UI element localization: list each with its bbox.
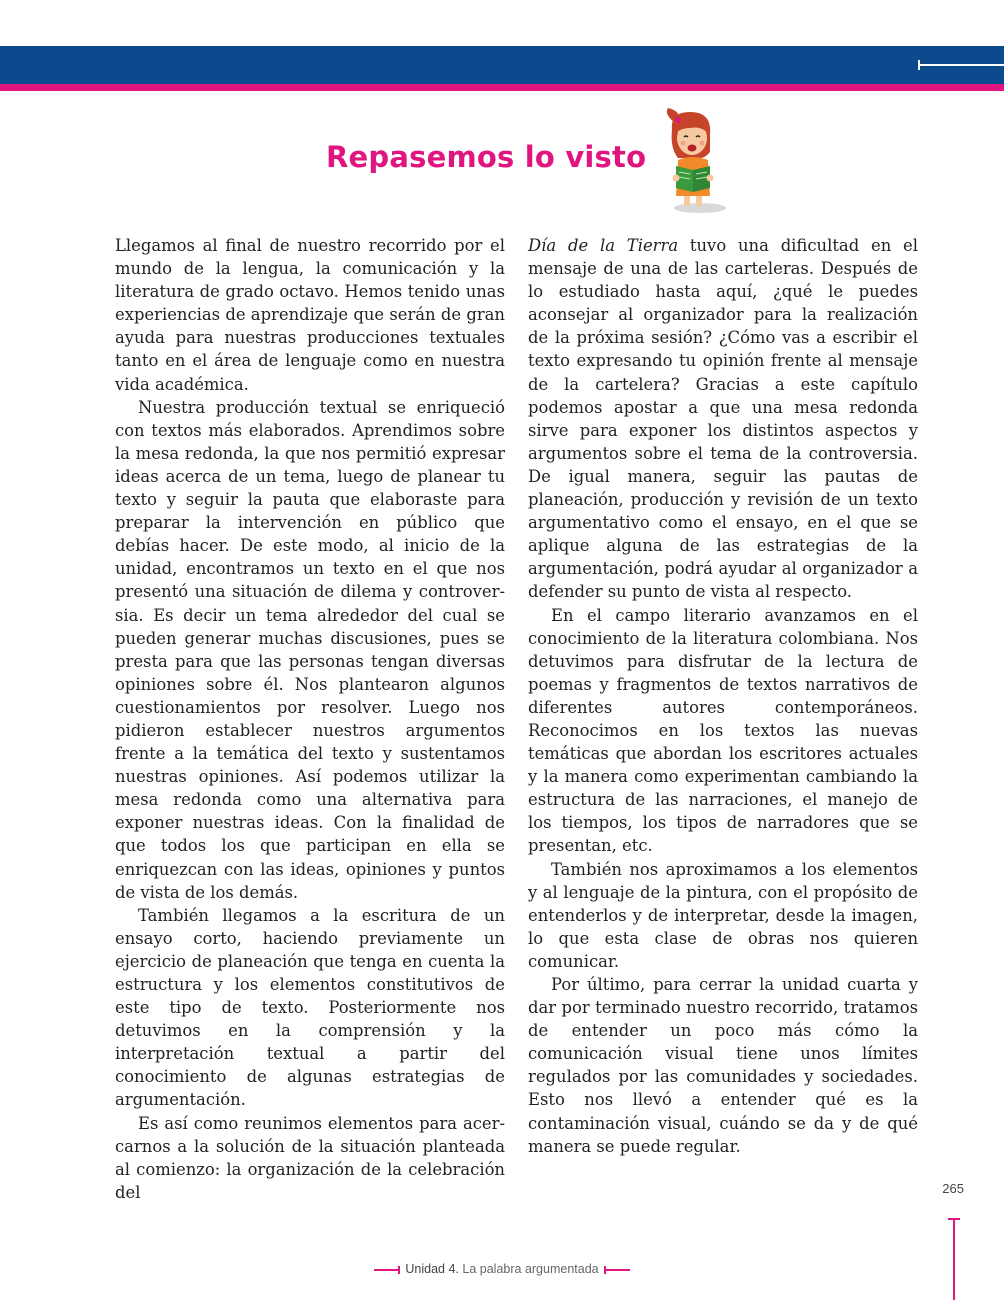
footer-rule-right: [604, 1269, 630, 1271]
footer: [0, 1262, 1004, 1276]
page-number: 265: [942, 1181, 964, 1196]
page-title: Repasemos lo visto: [326, 140, 647, 174]
paragraph: Llegamos al final de nuestro recorrido por el mundo de la lengua, la comunicación y la literatura de grado octavo. Hemos tenido unas experiencias de aprendizaje que serán de gran ayuda para nuestras producciones textuales tanto en el área de lenguaje como en nuestra vida académica.: [115, 236, 505, 394]
paragraph-text: tuvo una dificultad en el mensaje de una de las carteleras. Después de lo estudiado hasta aquí, ¿qué le puedes aconsejar al organizador para la realización de la próxima sesión? ¿Cómo vas a escribir el texto expresando tu opinión frente al mensaje de la cartelera? Gracias a este capítulo podemos apostar a que una mesa redonda sirve para exponer los distintos aspectos y argumentos sobre el tema de la controversia. De igual manera, seguir las pautas de planeación, producción y revisión de un texto argumentativo como el ensayo, en el que se aplique alguna de las estrategias de la argumentación, podrá ayudar al organizador a defender su punto de vista al respecto.: [528, 236, 918, 602]
paragraph: [528, 234, 918, 604]
header-accent-line: [0, 84, 1004, 91]
paragraph: También nos aproximamos a los elementos y al lenguaje de la pintura, con el propósito de entenderlos y de interpretar, desde la imagen, lo que esta clase de obras nos quieren comunicar.: [528, 859, 918, 971]
paragraph: También llegamos a la escritura de un ensayo corto, haciendo previamente un ejercicio de planeación que tenga en cuenta la estructura y los elementos constitutivos de este tipo de texto. Posteriormente nos detuvimos en la comprensión y la interpretación textual a partir del conocimiento de algunas estrategias de argumentación.: [115, 905, 505, 1110]
footer-rule-left: [374, 1269, 400, 1271]
footer-unit-title: La palabra argumentada: [462, 1262, 599, 1276]
paragraph: Nuestra producción textual se enriqueció con textos más elaborados. Aprendimos sobre la mesa redonda, la que nos permitió expresar ideas acerca de un tema, luego de planear tu texto y seguir la pauta que elaboraste para preparar la intervención en público que debías hacer. De este modo, al inicio de la unidad, encontramos un texto en el que nos presentó una situación de dilema y controversia. Es decir un tema alrededor del cual se pueden generar muchas discusiones, pues se presta para que las personas tengan diversas opiniones sobre él. Nos plantearon algunos cuestionamientos por resolver. Luego nos pidieron establecer nuestros argumentos frente a la temática del texto y sustentamos nuestras opiniones. Así podemos utilizar la mesa redonda como una alternativa para exponer nuestras ideas. Con la finalidad de que todos los que participan en ella se enriquezcan con las ideas, opiniones y puntos de vista de los demás.: [115, 397, 505, 902]
header-band-marker: [918, 64, 1004, 66]
footer-unit: Unidad 4.: [405, 1262, 459, 1276]
right-text-column: [528, 234, 918, 1158]
header-band: [0, 46, 1004, 84]
girl-reading-book-icon: [660, 108, 730, 214]
paragraph: Es así como reunimos elementos para acercarnos a la solución de la situación planteada al comienzo: la organización de la celebración del: [115, 1113, 505, 1202]
page-marker-line: [953, 1218, 955, 1300]
paragraph: Por último, para cerrar la unidad cuarta y dar por terminado nuestro recorrido, tratamos de entender un poco más cómo la comunicación visual tiene unos límites regulados por las comunidades y sociedades. Esto nos llevó a entender qué es la contaminación visual, cuándo se da y de qué manera se puede regular.: [528, 975, 918, 1156]
italic-title: Día de la Tierra: [528, 236, 679, 255]
left-text-column: [115, 234, 505, 1204]
paragraph: En el campo literario avanzamos en el conocimiento de la literatura colombiana. Nos detuvimos para disfrutar de la lectura de poemas y fragmentos de textos narrativos de diferentes autores contemporáneos. Reconocimos en los textos las nuevas temáticas que abordan los escritores actuales y la manera como experimentan cambiando la estructura de las narraciones, el manejo de los tiempos, los tipos de narradores que se presentan, etc.: [528, 605, 918, 856]
